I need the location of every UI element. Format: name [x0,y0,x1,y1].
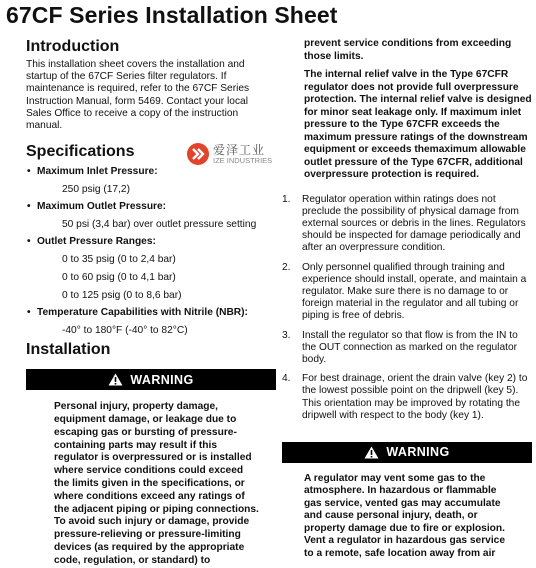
warning-banner [26,369,276,390]
spec-label: • Maximum Outlet Pressure: [26,200,276,213]
watermark-en: IZE INDUSTRIES [213,156,273,165]
warning-label: WARNING [386,445,450,460]
warning-text: Personal injury, property damage, equipment damage, or leakage due to escaping gas or bursting of pressure-containing parts may result if this regulator is overpressured or is installed where service conditions could exceed the limits given in the specifications, or where conditions exceed any ratings of the adjacent piping or piping connections. To avoid such injury or damage, provide pressure-relieving or pressure-limiting devices (as required by the appropriate code, regulation, or standard) to [54,401,259,566]
list-item [282,373,532,422]
right-column [282,38,532,560]
specs-list [26,165,276,337]
warning-triangle-icon [364,446,379,459]
installation-heading: Installation [26,341,111,359]
installation-steps [282,194,532,422]
spec-value: 50 psi (3,4 bar) over outlet pressure setting [62,219,257,231]
intro-heading: Introduction [26,38,120,55]
relief-valve-note: The internal relief valve in the Type 67CFR regulator does not provide full overpressure protection. The internal relief valve is designed for minor seat leakage only. If maximum inlet pressure to the Type 67CFR exceeds the maximum pressure ratings of the downstream equipment or exceeds themaximum allowable outlet pressure of the Type 67CFR, additional overpressure protection is required. [304,69,532,180]
watermark-cn: 爱泽工业 [213,143,266,157]
intro-text: This installation sheet covers the installation and startup of the 67CF Series filter regulators. If maintenance is required, refer to the 67CF Series Instruction Manual, form 5469. Contact your local Sales Office to receive a copy of the instruction manual. [26,59,250,132]
left-column [26,38,276,568]
step-number: 3. [282,329,291,341]
step-text: Install the regulator so that flow is from the IN to the OUT connection as marked on the regulator body. [302,329,518,365]
warning-banner [282,442,532,463]
specs-heading: Specifications [26,143,135,161]
spec-value: 0 to 60 psig (0 to 4,1 bar) [62,272,176,284]
spec-value: 0 to 35 psig (0 to 2,4 bar) [62,254,176,266]
step-number: 2. [282,261,291,273]
list-item [282,194,532,255]
list-item [282,330,532,367]
step-number: 1. [282,193,291,205]
step-text: Only personnel qualified through training and experience should install, operate, and maintain a regulator. Make sure there is no damage to or foreign material in the regulator and all tubing or piping is free of debris. [302,261,527,322]
step-text: Regulator operation within ratings does not preclude the possibility of physical damage from external sources or debris in the lines. Regulators should be inspected for damage periodically and after an overpressure condition. [302,193,526,254]
spec-value: -40° to 180°F (-40° to 82°C) [62,325,188,337]
spec-label: • Maximum Inlet Pressure: [26,165,276,178]
page-title: 67CF Series Installation Sheet [6,2,338,28]
step-number: 4. [282,373,291,385]
spec-value: 250 psig (17,2) [62,184,130,196]
spec-label: • Temperature Capabilities with Nitrile (NBR): [26,306,276,319]
warning-label: WARNING [130,372,194,387]
list-item [282,262,532,323]
warning-triangle-icon [108,373,123,386]
step-text: For best drainage, orient the drain valve (key 2) to the lowest possible point on the dripwell (key 5). This orientation may be improved by rotating the dripwell with respect to the body (key 1). [302,373,528,421]
spec-label: • Outlet Pressure Ranges: [26,235,276,248]
warning-text: A regulator may vent some gas to the atmosphere. In hazardous or flammable gas service, vented gas may accumulate and cause personal injury, death, or property damage due to fire or explosion. Vent a regulator in hazardous gas service to a remote, safe location away from air [304,472,505,559]
spec-value: 0 to 125 psig (0 to 8,6 bar) [62,290,182,302]
warning-continuation: prevent service conditions from exceeding those limits. [304,38,512,62]
